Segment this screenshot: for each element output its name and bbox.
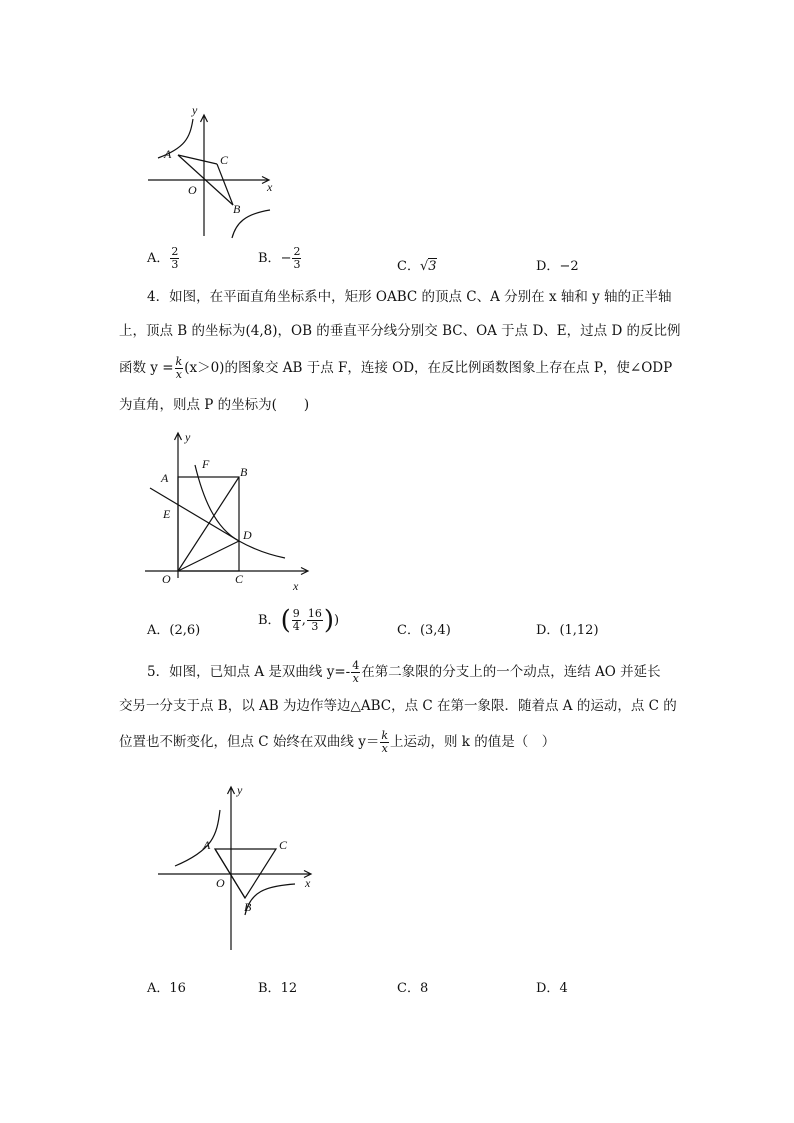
q5-option-d[interactable]: D．4: [536, 981, 568, 996]
q3-label-y: y: [192, 103, 198, 117]
q3-segment-cb: [217, 164, 233, 205]
q5-line-1: 5．如图，已知点 A 是双曲线 y=- $\frac{4}{x}$ 在第二象限的分支上的一个动点，连结 AO 并延长: [147, 659, 661, 685]
left-paren-icon: (: [280, 605, 291, 636]
q5-line-3: 位置也不断变化，但点 C 始终在双曲线 y＝ $\frac{k}{x}$ 上运动，则 k 的值是（ ）: [119, 729, 556, 755]
q4-line-1: 4．如图，在平面直角坐标系中，矩形 OABC 的顶点 C、A 分别在 x 轴和 y 轴的正半轴: [147, 289, 672, 305]
q5-hyperbola-right: [245, 884, 295, 915]
q4-label-b: B: [240, 465, 248, 479]
q5-option-b[interactable]: B．12: [258, 981, 298, 996]
q4-option-a[interactable]: A．(2,6): [147, 623, 201, 638]
q5-k-over-x: $\frac{k}{x}$: [381, 729, 389, 755]
q3-option-a-fraction: $\frac{2}{3}$: [171, 245, 179, 271]
q5-label-b: B: [244, 900, 252, 914]
q3-option-d[interactable]: D．−2: [536, 259, 579, 274]
q5-line-2: 交另一分支于点 B，以 AB 为边作等边△ABC，点 C 在第一象限．随着点 A 的运动，点 C 的: [119, 698, 677, 714]
q3-option-a[interactable]: A． $\frac{2}{3}$: [147, 245, 179, 271]
q4-label-c: C: [235, 572, 244, 586]
q3-label-c: C: [220, 153, 229, 167]
q4-k-over-x: $\frac{k}{x}$: [175, 355, 183, 381]
q4-label-o: O: [162, 572, 171, 586]
q3-option-c[interactable]: C．√3: [397, 259, 437, 274]
q5-hyperbola-left: [175, 810, 220, 866]
q5-label-a: A: [203, 838, 211, 852]
q5-label-o: O: [216, 876, 225, 890]
q4-line-2: 上，顶点 B 的坐标为(4,8)，OB 的垂直平分线分别交 BC、OA 于点 D、E，过点 D 的反比例: [119, 323, 681, 339]
q5-label-x: x: [305, 876, 311, 890]
q4-option-d[interactable]: D．(1,12): [536, 623, 599, 638]
q5-label-c: C: [279, 838, 288, 852]
q4-label-x: x: [293, 579, 299, 593]
q4-option-b-fraction-2: $\frac{16}{3}$: [307, 607, 322, 633]
q4-option-b[interactable]: B．( $\frac{9}{4}$ , $\frac{16}{3}$ )): [258, 605, 340, 636]
q4-label-a: A: [161, 471, 169, 485]
q4-diagonal-ob: [178, 477, 239, 571]
q3-label-b: B: [233, 202, 241, 216]
q3-option-b-fraction: $\frac{2}{3}$: [293, 245, 301, 271]
q4-label-f: F: [202, 457, 210, 471]
comma-glyph: ,: [301, 613, 306, 628]
q5-label-y: y: [237, 783, 243, 797]
q4-label-d: D: [243, 528, 252, 542]
q5-option-a[interactable]: A．16: [147, 981, 186, 996]
q4-figure: [145, 428, 310, 596]
sqrt-icon: √: [419, 259, 429, 274]
right-paren-icon: ): [323, 605, 335, 636]
q4-label-y: y: [185, 430, 191, 444]
q4-line-4: 为直角，则点 P 的坐标为( ): [119, 397, 310, 413]
q5-number: 5．: [147, 664, 170, 680]
q3-label-o: O: [188, 183, 197, 197]
q3-label-x: x: [267, 180, 273, 194]
q4-option-c[interactable]: C．(3,4): [397, 623, 451, 638]
q4-number: 4．: [147, 289, 170, 305]
q3-label-a: A: [164, 147, 172, 161]
q5-option-c[interactable]: C．8: [397, 981, 429, 996]
q5-figure: [155, 780, 320, 955]
q3-segment-ac: [178, 155, 217, 164]
q5-4-over-x: $\frac{4}{x}$: [352, 659, 360, 685]
q3-option-b[interactable]: B．− $\frac{2}{3}$: [258, 245, 301, 271]
q4-label-e: E: [163, 507, 171, 521]
q4-option-b-fraction-1: $\frac{9}{4}$: [292, 607, 300, 633]
q3-figure: [140, 98, 290, 243]
q4-line-3: 函数 y = $\frac{k}{x}$ (x＞0)的图象交 AB 于点 F，连接 OD，在反比例函数图象上存在点 P，使∠ODP: [119, 355, 673, 381]
